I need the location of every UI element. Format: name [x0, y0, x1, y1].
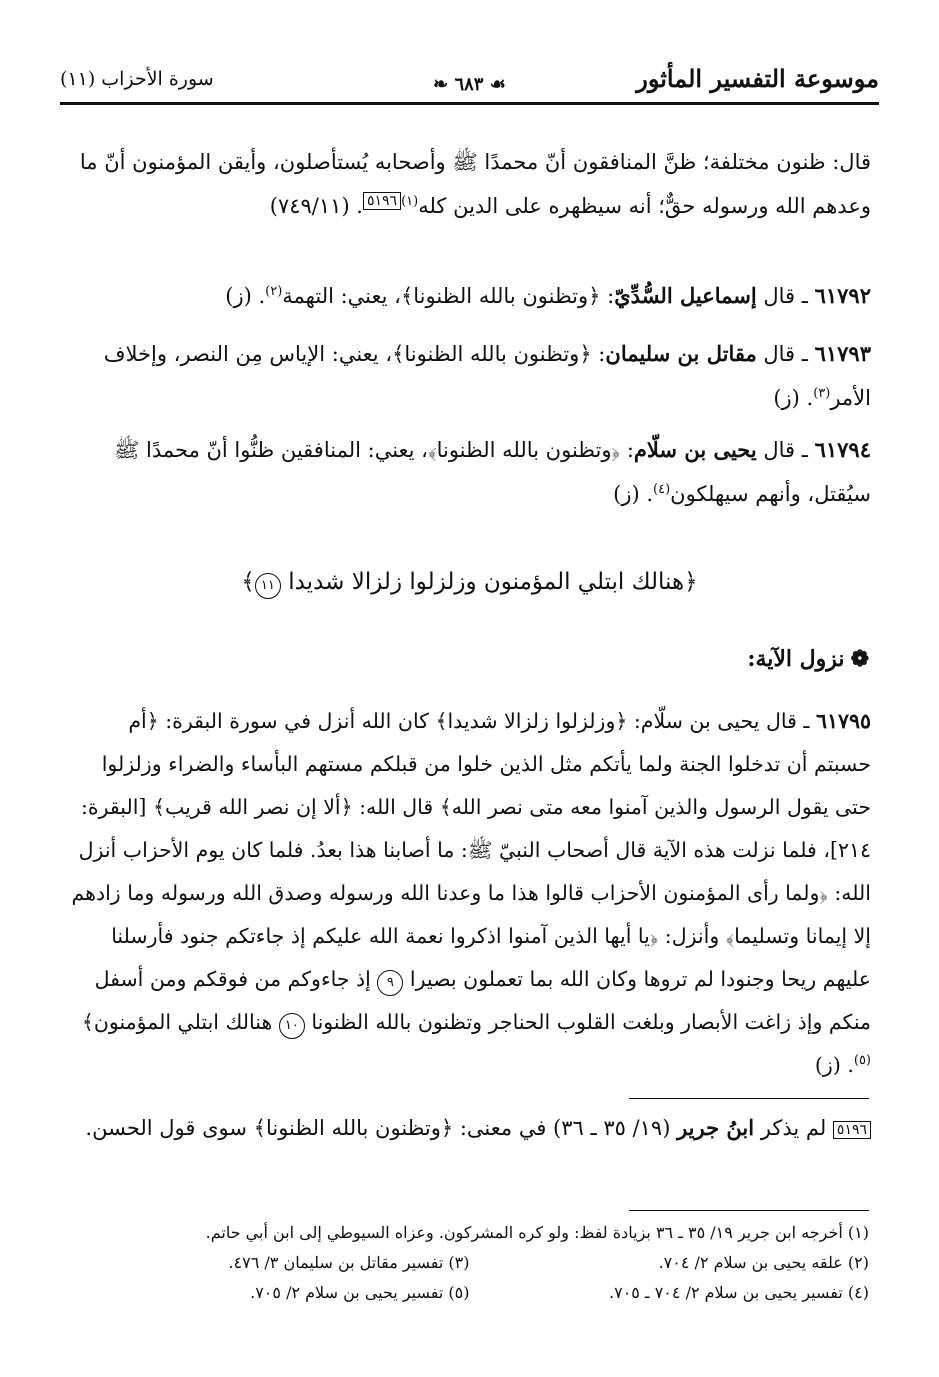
entry-text: : ﴿وتظنون بالله الظنونا﴾، يعني: المنافقين ظنُّوا أنّ محمدًا ﷺ سيُقتل، وأنهم سيهلكون: [113, 438, 871, 506]
footnote-4: (٤) تفسير يحيى بن سلام ٢/ ٧٠٤ ـ ٧٠٥.: [608, 1283, 869, 1302]
note-prefix: لم يذكر: [754, 1116, 833, 1140]
verse-bracket: ﴾: [241, 569, 255, 595]
entry-number: ٦١٧٩٥: [815, 709, 871, 733]
page-number-text: ٦٨٣: [454, 74, 484, 95]
footnote-2: (٢) علقه يحيى بن سلام ٢/ ٧٠٤.: [658, 1253, 869, 1272]
section-title-text: نزول الآية:: [747, 646, 845, 672]
footnote-ref[interactable]: (٢): [265, 284, 283, 299]
entry-61792: [70, 274, 871, 318]
header-rule: [60, 102, 879, 105]
entry-61795: [70, 700, 871, 1087]
footnote-ref[interactable]: (٣): [813, 386, 831, 401]
footnote-ref[interactable]: (٤): [653, 482, 671, 497]
entry-number: ٦١٧٩٣: [814, 341, 871, 366]
entry-text: ـ قال يحيى بن سلّام: ﴿وزلزلوا زلزالا شديدا﴾ كان الله أنزل في سورة البقرة: ﴿أم حسبتم أن تدخلوا الجنة ولما يأتكم مثل الذين خلوا من قبلكم مستهم البأساء والضراء وزلزلوا حتى يقول الرسول والذين آمنوا معه متى نصر الله﴾ قال الله: ﴿ألا إن نصر الله قريب﴾ [البقرة: ٢١٤]، فلما نزلت هذه الآية قال أصحاب النبيّ ﷺ: ما أصابنا هذا بعدُ. فلما كان يوم الأحزاب أنزل الله: ﴿ولما رأى المؤمنون الأحزاب قالوا هذا ما وعدنا الله ورسوله وصدق الله ورسوله وما زادهم إلا إيمانا وتسليما﴾ وأنزل: ﴿يا أيها الذين آمنوا اذكروا نعمة الله عليكم إذ جاءتكم جنود فأرسلنا عليهم ريحا وجنودا لم تروها وكان الله بما تعملون بصيرا: [71, 709, 871, 991]
note-divider: [629, 1098, 869, 1099]
narrator-name: يحيى بن سلّام: [633, 437, 757, 462]
ayah-number-icon: ١١: [255, 573, 281, 599]
entry-text: : ﴿وتظنون بالله الظنونا﴾، يعني: الإياس مِن النصر، وإخلاف الأمر: [103, 342, 871, 410]
ornament-right: ☙: [483, 74, 506, 95]
section-heading: [747, 646, 869, 672]
verse-text: ﴿هنالك ابتلي المؤمنون وزلزلوا زلزالا شديدا: [288, 569, 698, 595]
entry-prefix: ـ قال: [756, 438, 815, 462]
footnote-row: [70, 1248, 869, 1278]
entry-prefix: ـ قال: [756, 284, 815, 308]
footnote-1: (١) أخرجه ابن جرير ١٩/ ٣٥ ـ ٣٦ بزيادة لفظ: ولو كره المشركون. وعزاه السيوطي إلى ابن أبي حاتم.: [205, 1223, 869, 1242]
entry-tail: . (ز): [613, 482, 654, 506]
entry-number: ٦١٧٩٢: [814, 283, 871, 308]
ayah-number-icon: ١٠: [279, 1013, 305, 1039]
entry-61793: [70, 332, 871, 420]
note-text: (١٩/ ٣٥ ـ ٣٦) في معنى: ﴿وتظنون بالله الظنونا﴾ سوى قول الحسن.: [85, 1116, 678, 1140]
ornament-left: ❧: [433, 74, 455, 95]
narrator-name: إسماعيل السُّدِّيّ: [614, 283, 757, 308]
note-ref-box[interactable]: ٥١٩٦: [833, 1121, 871, 1139]
footnote-divider: [629, 1210, 869, 1211]
footnote-ref[interactable]: (١): [401, 194, 419, 209]
footnote-5: (٥) تفسير يحيى بن سلام ٢/ ٧٠٥.: [250, 1283, 470, 1302]
note-ref-box[interactable]: ٥١٩٦: [363, 192, 401, 210]
paragraph-tail: . (٧٤٩/١١): [269, 194, 363, 218]
entry-text-cont: إذ جاءوكم من فوقكم ومن أسفل منكم وإذ زاغت الأبصار وبلغت القلوب الحناجر وتظنون بالله الظنونا: [94, 967, 871, 1034]
paragraph-text: قال: ظنون مختلفة؛ ظنَّ المنافقون أنّ محمدًا ﷺ وأصحابه يُستأصلون، وأيقن المؤمنون أنّ ما وعدهم الله ورسوله حقٌّ؛ أنه سيظهره على الدين كله: [79, 150, 871, 218]
entry-tail: . (ز): [773, 386, 814, 410]
entry-number: ٦١٧٩٤: [814, 437, 871, 462]
footnote-3: (٣) تفسير مقاتل بن سليمان ٣/ ٤٧٦.: [228, 1253, 470, 1272]
entry-prefix: ـ قال: [756, 342, 815, 366]
footnote-ref[interactable]: (٥): [853, 1053, 871, 1069]
entry-text-end: هنالك ابتلي المؤمنون﴾: [81, 1010, 279, 1034]
entry-tail: . (ز): [814, 1053, 854, 1077]
paragraph-opening: [70, 140, 871, 228]
footnotes: [70, 1218, 869, 1308]
book-title: موسوعة التفسير المأثور: [636, 64, 879, 93]
page-header: [60, 62, 879, 102]
ayah-number-icon: ٩: [377, 970, 403, 996]
entry-61794: [70, 428, 871, 516]
flower-icon: ❁: [850, 646, 869, 672]
entry-tail: . (ز): [225, 284, 266, 308]
footnote-row: [70, 1278, 869, 1308]
surah-label: سورة الأحزاب (١١): [60, 68, 214, 90]
scholar-name: ابنُ جرير: [677, 1115, 755, 1140]
editor-note: [70, 1106, 871, 1150]
narrator-name: مقاتل بن سليمان: [605, 341, 757, 366]
quran-verse: [70, 560, 869, 604]
entry-text: : ﴿وتظنون بالله الظنونا﴾، يعني: التهمة: [282, 284, 615, 308]
